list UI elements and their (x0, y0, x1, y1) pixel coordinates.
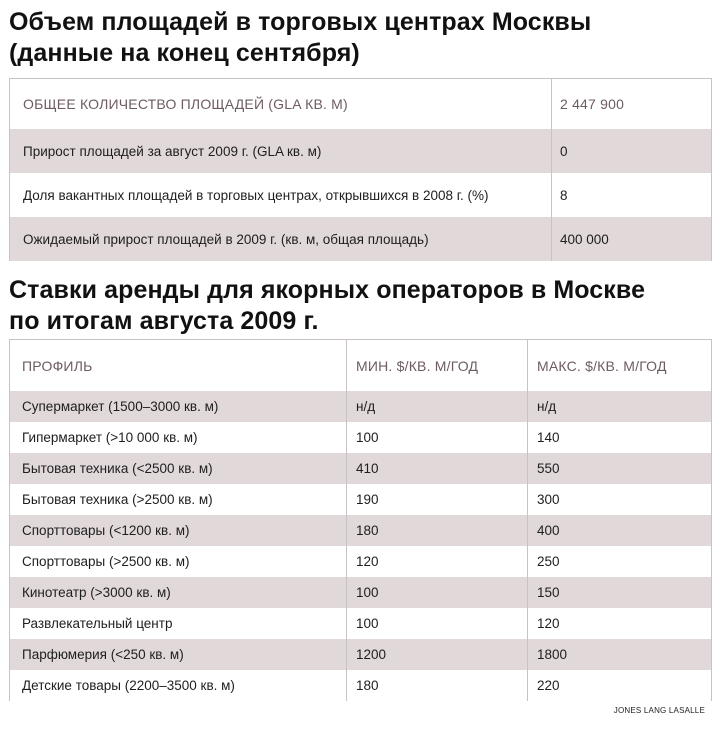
row-label: Доля вакантных площадей в торговых центрах, открывшихся в 2008 г. (%) (23, 187, 489, 203)
header-value: 2 447 900 (551, 79, 709, 129)
source-credit: JONES LANG LASALLE (613, 706, 705, 715)
table-row (10, 173, 711, 217)
table-row (10, 546, 711, 577)
column-header-profile: ПРОФИЛЬ (22, 357, 93, 374)
header-label: ОБЩЕЕ КОЛИЧЕСТВО ПЛОЩАДЕЙ (GLA КВ. М) (23, 96, 348, 112)
profile-cell: Парфюмерия (<250 кв. м) (22, 647, 184, 662)
profile-cell: Развлекательный центр (22, 616, 173, 631)
table-row (10, 639, 711, 670)
max-cell: 1800 (527, 639, 709, 670)
min-cell: 1200 (346, 639, 527, 670)
row-value: 8 (551, 173, 709, 217)
min-cell: 120 (346, 546, 527, 577)
row-label: Ожидаемый прирост площадей в 2009 г. (кв. м, общая площадь) (23, 231, 429, 247)
table-row (10, 484, 711, 515)
max-cell: 250 (527, 546, 709, 577)
max-cell: 400 (527, 515, 709, 546)
section2-title (9, 275, 645, 337)
max-cell: 140 (527, 422, 709, 453)
max-cell: н/д (527, 391, 709, 422)
section2-title-line2: по итогам августа 2009 г. (9, 307, 319, 335)
min-cell: 410 (346, 453, 527, 484)
section1-title (9, 7, 591, 69)
min-cell: 100 (346, 422, 527, 453)
row-value: 400 000 (551, 217, 709, 261)
max-cell: 150 (527, 577, 709, 608)
profile-cell: Бытовая техника (<2500 кв. м) (22, 461, 213, 476)
table-row (10, 577, 711, 608)
rent-rates-table (9, 339, 712, 701)
profile-cell: Кинотеатр (>3000 кв. м) (22, 585, 171, 600)
profile-cell: Бытовая техника (>2500 кв. м) (22, 492, 213, 507)
table-row (10, 608, 711, 639)
table-row (10, 670, 711, 701)
min-cell: 100 (346, 608, 527, 639)
min-cell: 190 (346, 484, 527, 515)
table-row (10, 391, 711, 422)
profile-cell: Спорттовары (<1200 кв. м) (22, 523, 190, 538)
min-cell: 100 (346, 577, 527, 608)
column-header-max: МАКС. $/КВ. М/ГОД (527, 340, 709, 391)
section2-title-line1: Ставки аренды для якорных операторов в Москве (9, 276, 646, 304)
max-cell: 120 (527, 608, 709, 639)
max-cell: 220 (527, 670, 709, 701)
min-cell: 180 (346, 670, 527, 701)
table-row (10, 129, 711, 173)
profile-cell: Гипермаркет (>10 000 кв. м) (22, 430, 198, 445)
profile-cell: Супермаркет (1500–3000 кв. м) (22, 399, 219, 414)
table-header-row (10, 340, 711, 391)
column-header-min: МИН. $/КВ. М/ГОД (346, 340, 527, 391)
max-cell: 300 (527, 484, 709, 515)
table-row (10, 422, 711, 453)
table-row (10, 453, 711, 484)
row-label: Прирост площадей за август 2009 г. (GLA кв. м) (23, 143, 322, 159)
profile-cell: Детские товары (2200–3500 кв. м) (22, 678, 235, 693)
retail-space-table (9, 78, 712, 261)
row-value: 0 (551, 129, 709, 173)
table-header-row (10, 79, 711, 129)
max-cell: 550 (527, 453, 709, 484)
section1-title-line1: Объем площадей в торговых центрах Москвы (9, 8, 592, 36)
table-row (10, 515, 711, 546)
profile-cell: Спорттовары (>2500 кв. м) (22, 554, 190, 569)
section1-title-line2: (данные на конец сентября) (9, 39, 360, 67)
min-cell: н/д (346, 391, 527, 422)
min-cell: 180 (346, 515, 527, 546)
table-row (10, 217, 711, 261)
